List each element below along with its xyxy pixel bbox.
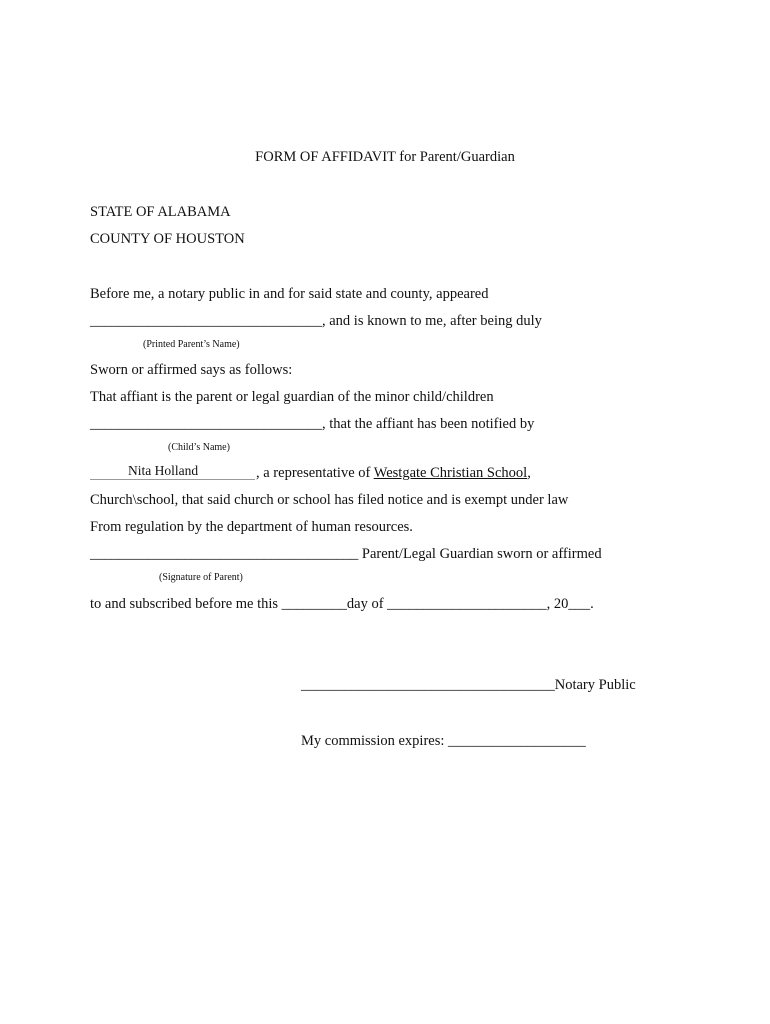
signature-line: _____________________________________ Parent/Legal Guardian sworn or affirmed bbox=[90, 546, 602, 562]
representative-name-value: Nita Holland bbox=[128, 463, 199, 478]
commission-expires-line: My commission expires: ___________________ bbox=[301, 733, 586, 749]
state-line: STATE OF ALABAMA bbox=[90, 204, 231, 220]
school-name: Westgate Christian School bbox=[373, 465, 528, 481]
body-line-3: Sworn or affirmed says as follows: bbox=[90, 362, 293, 378]
parent-name-line: ________________________________, and is known to me, after being duly bbox=[90, 313, 542, 329]
representative-name-field[interactable] bbox=[90, 463, 255, 480]
county-line: COUNTY OF HOUSTON bbox=[90, 231, 245, 247]
child-name-line: ________________________________, that the affiant has been notified by bbox=[90, 416, 535, 432]
body-line-1: Before me, a notary public in and for said state and county, appeared bbox=[90, 286, 489, 302]
body-line-4: That affiant is the parent or legal guardian of the minor child/children bbox=[90, 389, 494, 405]
line6-end: , bbox=[527, 465, 531, 481]
notary-public-line: ___________________________________Notary Public bbox=[301, 677, 636, 693]
representative-text: , a representative of bbox=[256, 465, 374, 481]
body-line-8: From regulation by the department of human resources. bbox=[90, 519, 413, 535]
parent-name-caption: (Printed Parent’s Name) bbox=[143, 339, 240, 350]
child-name-caption: (Child’s Name) bbox=[168, 442, 230, 453]
signature-caption: (Signature of Parent) bbox=[159, 572, 243, 583]
body-line-7: Church\school, that said church or school has filed notice and is exempt under law bbox=[90, 492, 569, 508]
page-title: FORM OF AFFIDAVIT for Parent/Guardian bbox=[255, 149, 515, 165]
body-line-6 bbox=[256, 464, 531, 482]
subscribed-line: to and subscribed before me this _________day of ______________________, 20___. bbox=[90, 596, 594, 612]
